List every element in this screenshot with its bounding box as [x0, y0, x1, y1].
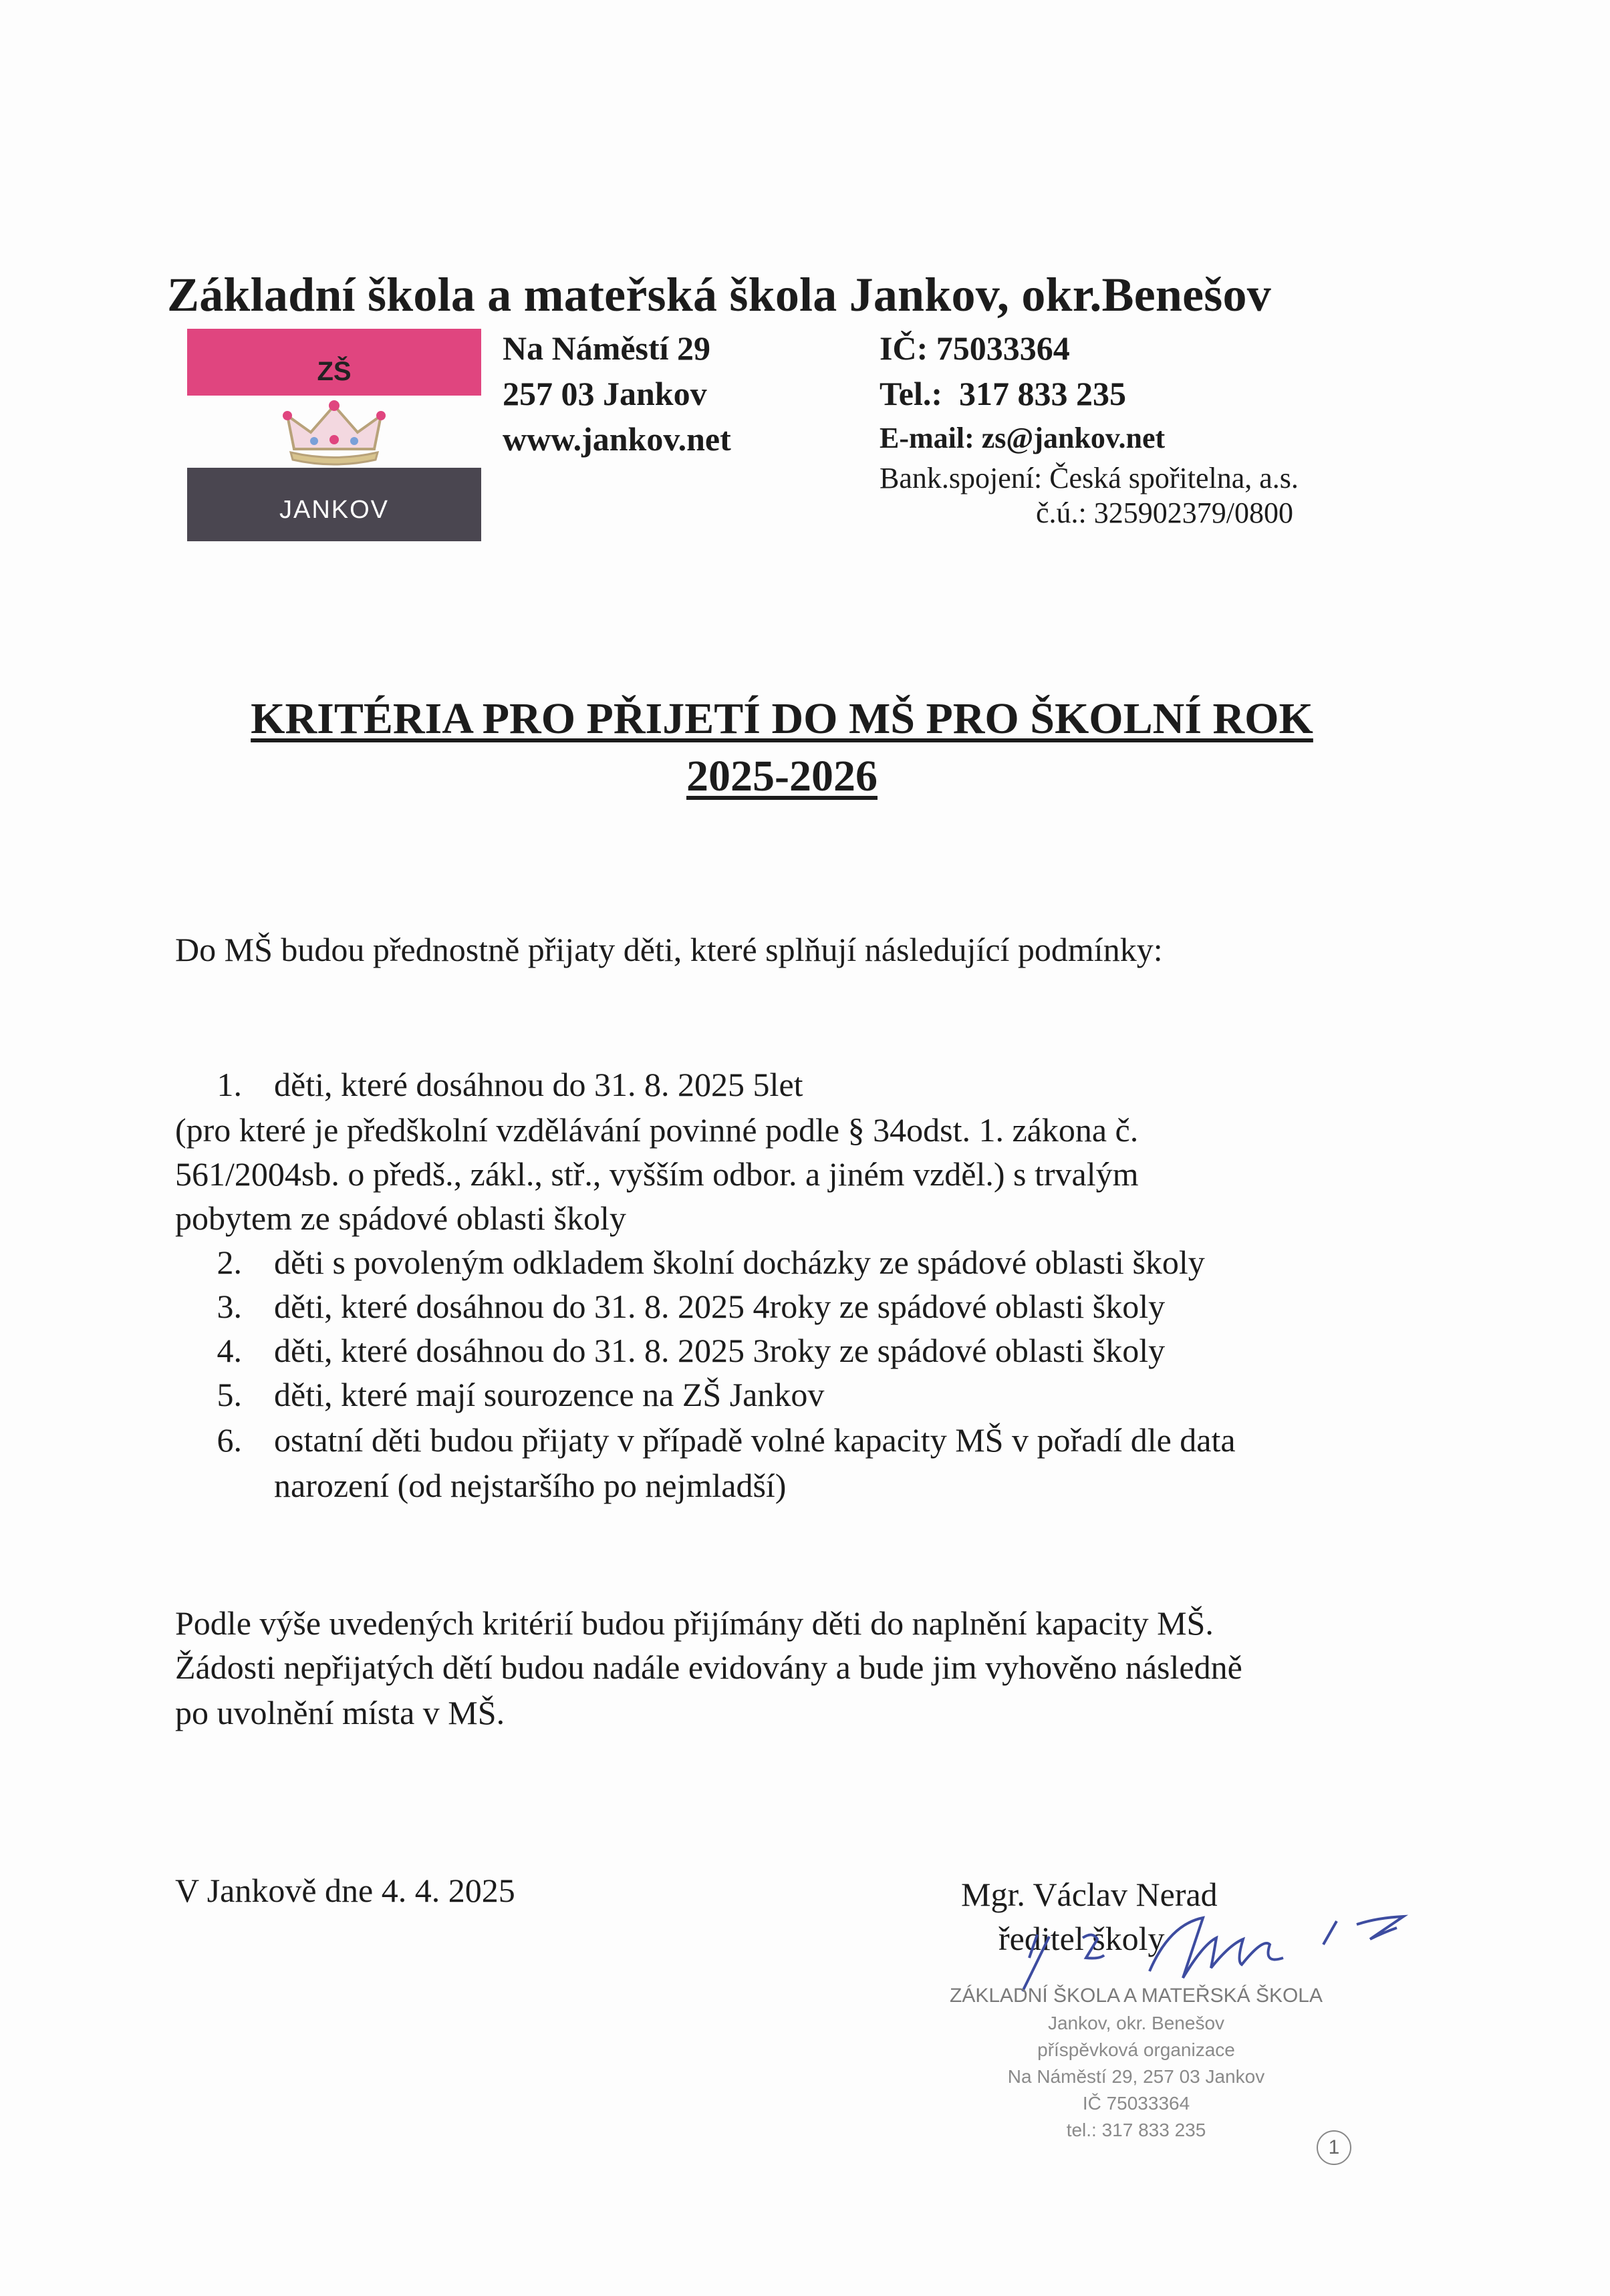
signature [949, 1898, 1430, 1998]
crown-icon [281, 396, 388, 469]
website: www.jankov.net [503, 420, 731, 458]
criterion-text: ostatní děti budou přijaty v případě volné kapacity MŠ v pořadí dle data [274, 1421, 1236, 1459]
criterion-text: děti s povoleným odkladem školní docházky ze spádové oblasti školy [274, 1244, 1205, 1281]
ic-number: IČ: 75033364 [880, 329, 1070, 367]
stamp-line: Na Náměstí 29, 257 03 Jankov [1007, 2066, 1265, 2087]
document-title: KRITÉRIA PRO PŘIJETÍ DO MŠ PRO ŠKOLNÍ ROK [251, 694, 1313, 743]
criterion-text: děti, které dosáhnou do 31. 8. 2025 4roky ze spádové oblasti školy [274, 1288, 1166, 1325]
criterion-text: narození (od nejstaršího po nejmladší) [274, 1467, 787, 1504]
address-line2: 257 03 Jankov [503, 375, 707, 412]
stamp-line: tel.: 317 833 235 [1066, 2120, 1206, 2140]
criterion-note: (pro které je předškolní vzdělávání povinné podle § 34odst. 1. zákona č. [175, 1111, 1139, 1149]
criterion-number: 5. [217, 1376, 242, 1413]
stamp-line: ZÁKLADNÍ ŠKOLA A MATEŘSKÁ ŠKOLA [950, 1985, 1323, 2007]
criterion-number: 1. [217, 1066, 242, 1103]
page-number-mark: 1 [1317, 2130, 1351, 2165]
bank-info: Bank.spojení: Česká spořitelna, a.s. [880, 462, 1299, 494]
criterion-number: 2. [217, 1244, 242, 1281]
criterion-number: 4. [217, 1332, 242, 1369]
school-name: Základní škola a mateřská škola Jankov, okr.Benešov [167, 268, 1271, 321]
school-logo [187, 329, 481, 541]
criterion-text: děti, které dosáhnou do 31. 8. 2025 3roky ze spádové oblasti školy [274, 1332, 1166, 1369]
criterion-note: 561/2004sb. o předš., zákl., stř., vyšším odbor. a jiném vzděl.) s trvalým [175, 1155, 1139, 1193]
closing-text: Podle výše uvedených kritérií budou přijímány děti do naplnění kapacity MŠ. [175, 1604, 1214, 1642]
criterion-number: 3. [217, 1288, 242, 1325]
closing-text: po uvolnění místa v MŠ. [175, 1694, 505, 1731]
criterion-text: děti, které mají sourozence na ZŠ Jankov [274, 1376, 825, 1413]
email: E-mail: zs@jankov.net [880, 422, 1166, 454]
phone-number: Tel.: 317 833 235 [880, 375, 1126, 412]
signatory-name: Mgr. Václav Nerad [961, 1876, 1218, 1913]
stamp-line: IČ 75033364 [1082, 2093, 1190, 2114]
criterion-number: 6. [217, 1421, 242, 1459]
criterion-text: děti, které dosáhnou do 31. 8. 2025 5let [274, 1066, 803, 1103]
closing-text: Žádosti nepřijatých dětí budou nadále evidovány a bude jim vyhověno následně [175, 1648, 1242, 1686]
address-line1: Na Náměstí 29 [503, 329, 711, 367]
date-place: V Jankově dne 4. 4. 2025 [175, 1872, 515, 1909]
account-number: č.ú.: 325902379/0800 [1036, 496, 1293, 529]
stamp-line: Jankov, okr. Benešov [1047, 2013, 1225, 2033]
intro-text: Do MŠ budou přednostně přijaty děti, které splňují následující podmínky: [175, 931, 1163, 968]
criterion-note: pobytem ze spádové oblasti školy [175, 1199, 626, 1237]
signatory-role: ředitel školy [998, 1920, 1165, 1957]
stamp-line: příspěvková organizace [1037, 2039, 1235, 2060]
logo-bottom-text: JANKOV [279, 496, 390, 524]
document-title-year: 2025-2026 [686, 752, 878, 801]
logo-top-text: ZŠ [317, 357, 352, 386]
